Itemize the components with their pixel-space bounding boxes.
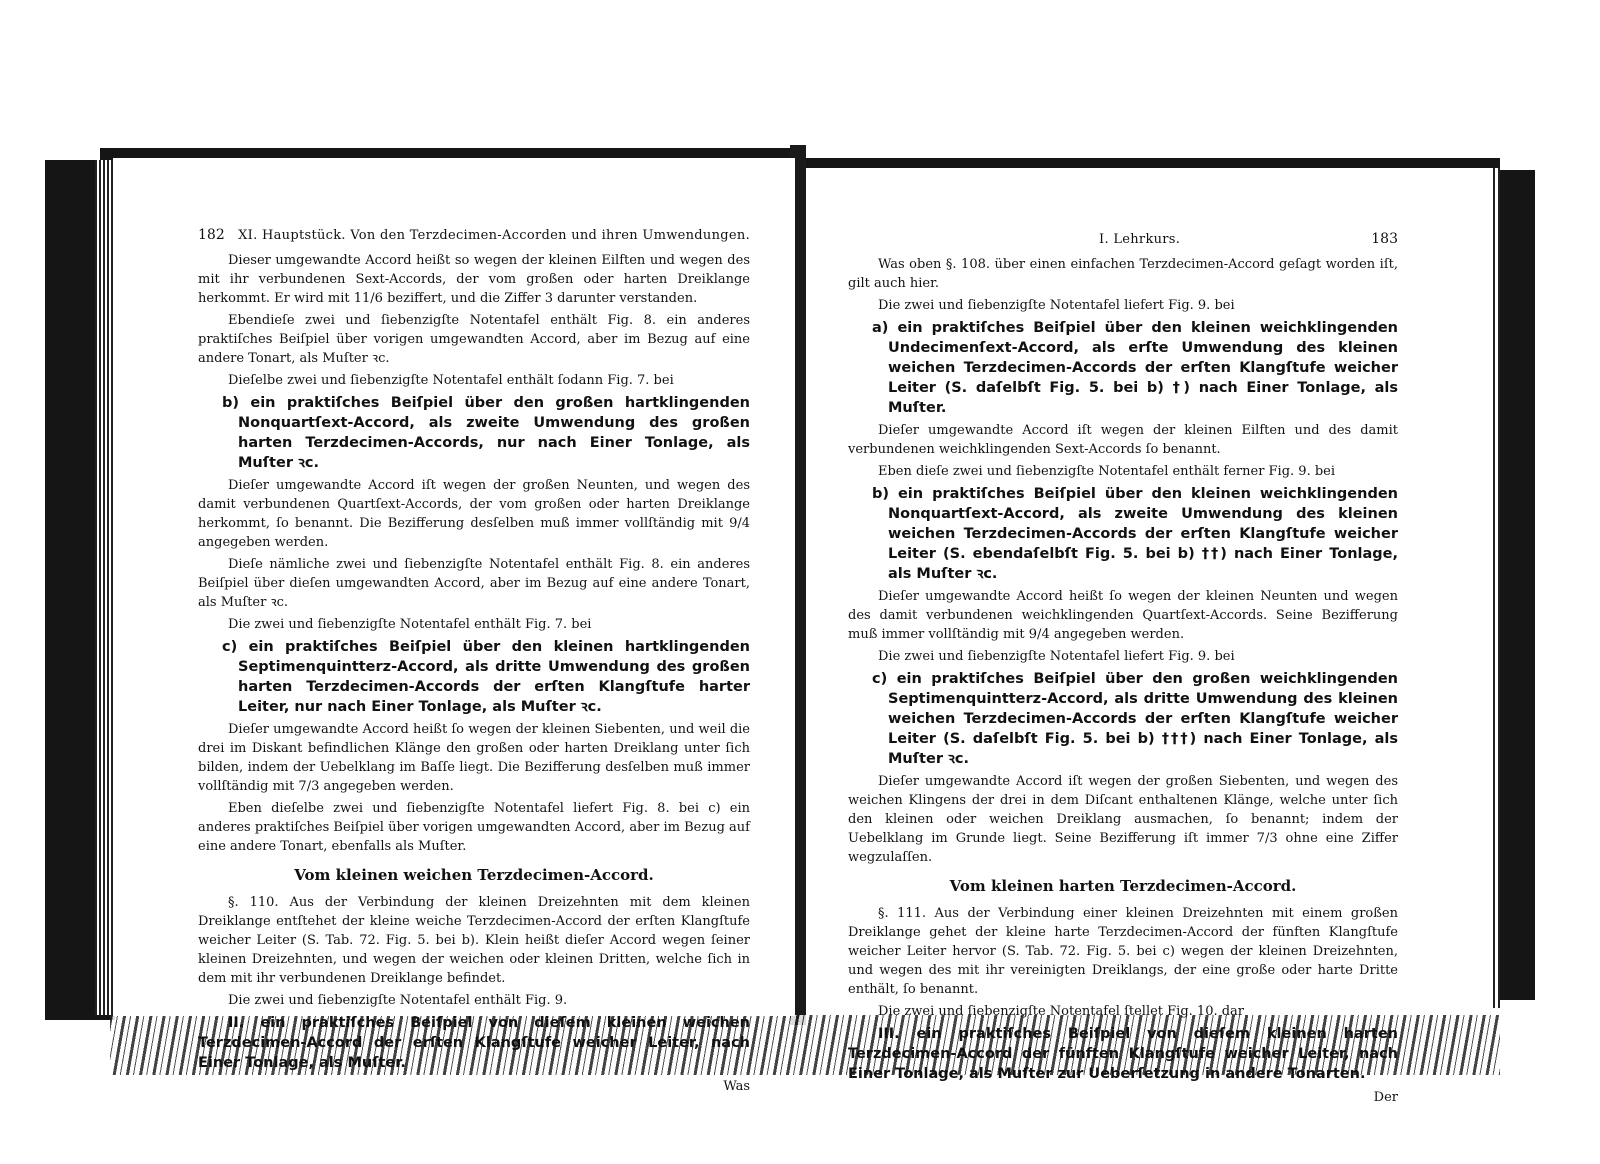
section-title: Vom kleinen harten Terzdecimen-Accord.	[949, 877, 1297, 895]
paragraph: Ebendieſe zwei und ſiebenzigſte Notentafel enthält Fig. 8. ein anderes praktiſches Beiſpiel über vorigen umgewandten Accord, aber im Bezug auf eine andere Tonart, als Muſter ꝛc.	[198, 313, 750, 366]
paragraph: §. 111. Aus der Verbindung einer kleinen Dreizehnten mit einem großen Dreiklange gehet der kleine harte Terzdecimen-Accord der fünften Klangſtufe weicher Leiter hervor (S. Tab. 72. Fig. 5. bei c) wegen der kleinen Dreizehnten, und wegen des mit ihr vereinigten Dreiklangs, der eine große oder harte Dritte enthält, ſo benannt.	[848, 906, 1398, 997]
paragraph: Dieſelbe zwei und ſiebenzigſte Notentafel enthält ſodann Fig. 7. bei	[228, 373, 674, 388]
example-heading: c) ein praktiſches Beiſpiel über den kleinen hartklingenden Septimenquintterz-Accord, als dritte Umwendung des großen harten Terzdecimen-Accords der erſten Klangſtufe harter Leiter, nur nach Einer Tonlage, als Muſter ꝛc.	[222, 639, 750, 715]
paragraph: Was oben §. 108. über einen einfachen Terzdecimen-Accord geſagt worden iſt, gilt auch hier.	[848, 257, 1398, 291]
right-page-content	[848, 230, 1398, 1107]
page-number: 183	[1371, 231, 1398, 247]
example-heading: c) ein praktiſches Beiſpiel über den großen weichklingenden Septimenquintterz-Accord, als dritte Umwendung des kleinen weichen Terzdecimen-Accords der erſten Klangſtufe weicher Leiter (S. daſelbſt Fig. 5. bei b) †††) nach Einer Tonlage, als Muſter ꝛc.	[872, 671, 1398, 767]
paragraph: Dieſer umgewandte Accord iſt wegen der großen Siebenten, und wegen des weichen Klingens der drei in dem Diſcant enthaltenen Klänge, welche unter ſich den kleinen oder weichen Dreiklang ausmachen, ſo benannt; indem der Uebelklang im Grunde liegt. Seine Bezifferung iſt immer 7/3 ohne eine Ziffer wegzulaſſen.	[848, 774, 1398, 865]
paragraph: §. 110. Aus der Verbindung der kleinen Dreizehnten mit dem kleinen Dreiklange entſtehet der kleine weiche Terzdecimen-Accord der erſten Klangſtufe weicher Leiter (S. Tab. 72. Fig. 5. bei b). Klein heißt dieſer Accord wegen ſeiner kleinen Dreizehnten, und wegen der weichen oder kleinen Dritten, welche ſich in dem mit ihr verbundenen Dreiklange befindet.	[198, 895, 750, 986]
catchword: Der	[1373, 1090, 1398, 1105]
running-head: I. Lehrkurs.	[1099, 232, 1181, 247]
example-heading: II. ein praktiſches Beiſpiel von dieſem kleinen weichen Terzdecimen-Accord der erſten Klangſtufe weicher Leiter, nach Einer Tonlage, als Muſter.	[198, 1015, 750, 1071]
example-heading: b) ein praktiſches Beiſpiel über den großen hartklingenden Nonquartſext-Accord, als zweite Umwendung des großen harten Terzdecimen-Accords, nur nach Einer Tonlage, als Muſter ꝛc.	[222, 395, 750, 471]
paragraph: Dieſer umgewandte Accord heißt ſo wegen der kleinen Neunten und wegen des damit verbundenen weichklingenden Quartſext-Accords. Seine Bezifferung muß immer vollſtändig mit 9/4 angegeben werden.	[848, 589, 1398, 642]
page-edge-left	[95, 160, 115, 1015]
paragraph: Die zwei und ſiebenzigſte Notentafel enthält Fig. 9.	[228, 993, 568, 1008]
paragraph: Dieser umgewandte Accord heißt so wegen der kleinen Eilften und wegen des mit ihr verbundenen Sext-Accords, der vom großen oder harten Dreiklange herkommt. Er wird mit 11/6 beziffert, und die Ziffer 3 darunter verstanden.	[198, 253, 750, 306]
section-title: Vom kleinen weichen Terzdecimen-Accord.	[294, 866, 654, 884]
paragraph: Die zwei und ſiebenzigſte Notentafel liefert Fig. 9. bei	[878, 649, 1235, 664]
paragraph: Die zwei und ſiebenzigſte Notentafel enthält Fig. 7. bei	[228, 617, 592, 632]
example-heading: a) ein praktiſches Beiſpiel über den kleinen weichklingenden Undecimenſext-Accord, als erſte Umwendung des kleinen weichen Terzdecimen-Accords der erſten Klangſtufe weicher Leiter (S. daſelbſt Fig. 5. bei b) †) nach Einer Tonlage, als Muſter.	[872, 320, 1398, 416]
paragraph: Dieſer umgewandte Accord iſt wegen der kleinen Eilften und des damit verbundenen weichklingenden Sext-Accords ſo benannt.	[848, 423, 1398, 457]
paragraph: Eben dieſelbe zwei und ſiebenzigſte Notentafel liefert Fig. 8. bei c) ein anderes praktiſches Beiſpiel über vorigen umgewandten Accord, aber im Bezug auf eine andere Tonart, ebenfalls als Muſter.	[198, 801, 750, 854]
paragraph: Dieſe nämliche zwei und ſiebenzigſte Notentafel enthält Fig. 8. ein anderes Beiſpiel über dieſen umgewandten Accord, aber im Bezug auf eine andere Tonart, als Muſter ꝛc.	[198, 557, 750, 610]
paragraph: Dieſer umgewandte Accord heißt ſo wegen der kleinen Siebenten, und weil die drei im Diskant befindlichen Klänge den großen oder harten Dreiklang unter ſich bilden, indem der Uebelklang im Baſſe liegt. Die Bezifferung desſelben muß immer vollſtändig mit 7/3 angegeben werden.	[198, 722, 750, 794]
running-head: XI. Hauptstück. Von den Terzdecimen-Accorden und ihren Umwendungen.	[238, 228, 750, 243]
left-page-header	[198, 226, 750, 245]
right-page-header	[848, 230, 1398, 249]
catchword: Was	[723, 1079, 750, 1094]
left-page-content	[198, 226, 750, 1096]
example-heading: III. ein praktiſches Beiſpiel von dieſem kleinen harten Terzdecimen-Accord der fünften Klangſtufe weicher Leiter, nach Einer Tonlage, als Muſter zur Ueberſetzung in andere Tonarten.	[848, 1026, 1398, 1082]
paragraph: Dieſer umgewandte Accord iſt wegen der großen Neunten, und wegen des damit verbundenen Quartſext-Accords, der vom großen oder harten Dreiklange herkommt, ſo benannt. Die Bezifferung desſelben muß immer vollſtändig mit 9/4 angegeben werden.	[198, 478, 750, 550]
paragraph: Die zwei und ſiebenzigſte Notentafel ſtellet Fig. 10. dar	[878, 1004, 1245, 1019]
example-heading: b) ein praktiſches Beiſpiel über den kleinen weichklingenden Nonquartſext-Accord, als zweite Umwendung des kleinen weichen Terzdecimen-Accords der erſten Klangſtufe weicher Leiter (S. ebendaſelbſt Fig. 5. bei b) ††) nach Einer Tonlage, als Muſter ꝛc.	[872, 486, 1398, 582]
paragraph: Die zwei und ſiebenzigſte Notentafel liefert Fig. 9. bei	[878, 298, 1235, 313]
paragraph: Eben dieſe zwei und ſiebenzigſte Notentafel enthält ferner Fig. 9. bei	[878, 464, 1336, 479]
page-number: 182	[198, 227, 225, 243]
